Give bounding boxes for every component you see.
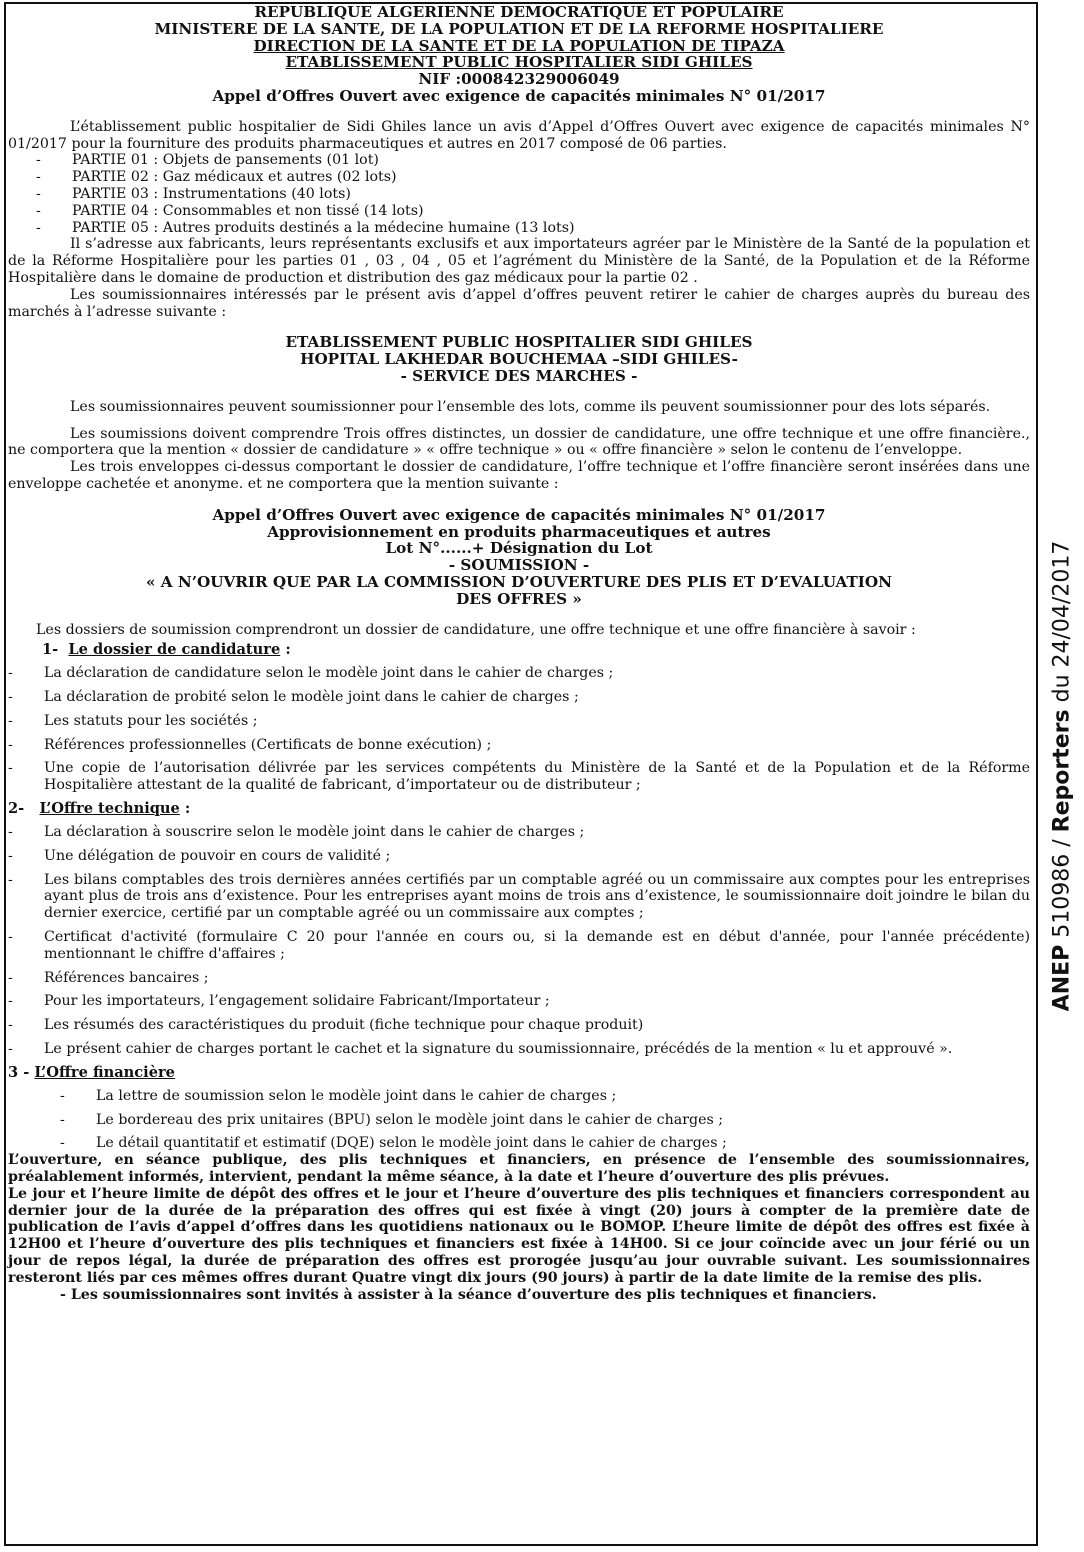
list-item: - Pour les importateurs, l’engagement solidaire Fabricant/Importateur ; (8, 993, 550, 1010)
publication-reference: ANEP 510986 / Reporters du 24/04/2017 (1049, 540, 1075, 1012)
list-item: - Une copie de l’autorisation délivrée par les services compétents du Ministère de la Santé et de la Population et de la Réforme Hospitalière attestant de la qualité de fabricant, d’importateur ou de distributeur ; (8, 760, 1030, 794)
withdraw-paragraph: Les soumissionnaires intéressés par le présent avis d’appel d’offres peuvent retirer le cahier de charges auprès du bureau des marchés à l’adresse suivante : (8, 286, 1030, 320)
list-item: - Une délégation de pouvoir en cours de validité ; (8, 847, 391, 864)
address-line: HOPITAL LAKHEDAR BOUCHEMAA –SIDI GHILES- (300, 350, 738, 369)
invitation-paragraph: - Les soumissionnaires sont invités à assister à la séance d’ouverture des plis techniques et financiers. (60, 1286, 877, 1303)
list-item: - Références bancaires ; (8, 969, 209, 986)
section-financiere-heading: 3 - L’Offre financière (8, 1063, 175, 1081)
list-item: - Les résumés des caractéristiques du produit (fiche technique pour chaque produit) (8, 1017, 644, 1034)
technique-list (8, 824, 1030, 1058)
establishment-heading: ETABLISSEMENT PUBLIC HOSPITALIER SIDI GHILES (285, 53, 753, 72)
addressees-paragraph: Il s’adresse aux fabricants, leurs représentants exclusifs et aux importateurs agréer par le Ministère de la Santé de la population et de la Réforme Hospitalière pour les parties 01 , 03 , 04 , 05 et l’agrément du Ministère de la Santé, de la Population et de la Réforme Hospitalière dans le domaine de production et distribution des gaz médicaux pour la partie 02 . (8, 236, 1030, 286)
list-item: - Références professionnelles (Certificats de bonne exécution) ; (8, 736, 492, 753)
list-item: - Le détail quantitatif et estimatif (DQE) selon le modèle joint dans le cahier de charges ; (60, 1135, 727, 1152)
list-item: - Le bordereau des prix unitaires (BPU) selon le modèle joint dans le cahier de charges ; (60, 1111, 724, 1128)
opening-paragraph: L’ouverture, en séance publique, des plis techniques et financiers, en présence de l’ensemble des soumissionnaires, préalablement informés, intervient, pendant la même séance, à la date et l’heure d’ouverture des plis prévues. (8, 1152, 1030, 1186)
notice-title: Appel d’Offres Ouvert avec exigence de capacités minimales N° 01/2017 (212, 86, 826, 105)
nif: NIF :000842329006049 (418, 70, 620, 89)
lots-paragraph: Les soumissionnaires peuvent soumissionner pour l’ensemble des lots, comme ils peuvent soumissionner pour des lots séparés. (70, 398, 991, 415)
list-item: - Les bilans comptables des trois dernières années certifiés par un comptable agréé ou un commissaire aux comptes pour les entreprises ayant plus de trois ans d’existence. Pour les entreprises ayant moins de trois ans d’existence, le soumissionnaire doit joindre le bilan du dernier exercice, certifié par un comptable agréé ou un commissaire aux comptes ; (8, 871, 1030, 922)
tender-notice (8, 4, 1030, 1303)
list-item: - La lettre de soumission selon le modèle joint dans le cahier de charges ; (60, 1087, 617, 1104)
intro-paragraph: L’établissement public hospitalier de Sidi Ghiles lance un avis d’Appel d’Offres Ouvert avec exigence de capacités minimales N° 01/2017 pour la fourniture des produits pharmaceutiques et autres en 2017 composé de 06 parties. (8, 118, 1030, 152)
ministry-heading: MINISTERE DE LA SANTE, DE LA POPULATION ET DE LA REFORME HOSPITALIERE (154, 19, 884, 38)
mention-line: Lot N°......+ Désignation du Lot (385, 539, 653, 558)
direction-heading: DIRECTION DE LA SANTE ET DE LA POPULATION DE TIPAZA (253, 36, 785, 55)
mention-line: Appel d’Offres Ouvert avec exigence de capacités minimales N° 01/2017 (212, 505, 826, 524)
list-item: - La déclaration à souscrire selon le modèle joint dans le cahier de charges ; (8, 824, 585, 841)
deadline-paragraph: Le jour et l’heure limite de dépôt des offres et le jour et l’heure d’ouverture des plis techniques et financiers correspondent au dernier jour de la durée de la préparation des offres qui est fixée à vingt (20) jours à compter de la première date de publication de l’avis d’appel d’offres dans les quotidiens nationaux ou le BOMOP. L’heure limite de dépôt des offres est fixée à 12H00 et l’heure d’ouverture des plis techniques et financiers est fixée à 14H00. Si ce jour coïncide avec un jour férié ou un jour de repos légal, la durée de préparation des offres est prorogée jusqu’au jour ouvrable suivant. Les soumissionnaires resteront liés par ces mêmes offres durant Quatre vingt dix jours (90 jours) à partir de la date limite de la remise des plis. (8, 1185, 1030, 1286)
list-item: - PARTIE 05 : Autres produits destinés a la médecine humaine (13 lots) (36, 219, 575, 236)
republic-heading: REPUBLIQUE ALGERIENNE DEMOCRATIQUE ET POPULAIRE (254, 3, 784, 21)
candidature-list (8, 665, 1030, 794)
list-item: - PARTIE 02 : Gaz médicaux et autres (02 lots) (36, 169, 397, 186)
list-item: - La déclaration de probité selon le modèle joint dans le cahier de charges ; (8, 689, 579, 706)
financiere-list (8, 1088, 1030, 1152)
list-item: - PARTIE 01 : Objets de pansements (01 lot) (36, 152, 379, 169)
mention-line: Approvisionnement en produits pharmaceutiques et autres (267, 522, 771, 541)
list-item: - Les statuts pour les sociétés ; (8, 712, 258, 729)
list-item: - PARTIE 03 : Instrumentations (40 lots) (36, 185, 351, 202)
parties-list (8, 152, 1030, 236)
section-candidature-heading: 1- Le dossier de candidature : (42, 641, 291, 659)
list-item: - Certificat d'activité (formulaire C 20 pour l'année en cours ou, si la demande est en début d'année, pour l'année précédente) mentionnant le chiffre d'affaires ; (8, 929, 1030, 962)
offers-paragraph: Les soumissions doivent comprendre Trois offres distinctes, un dossier de candidature, une offre technique et une offre financière., ne comportera que la mention « dossier de candidature » « offre technique » ou « offre financière » selon le contenu de l’enveloppe. (8, 425, 1030, 459)
list-item: - PARTIE 04 : Consommables et non tissé (14 lots) (36, 202, 424, 219)
mention-line: « A N’OUVRIR QUE PAR LA COMMISSION D’OUVERTURE DES PLIS ET D’EVALUATION (146, 572, 892, 591)
mention-line: DES OFFRES » (456, 589, 582, 608)
address-line: - SERVICE DES MARCHES - (400, 366, 638, 385)
list-item: - Le présent cahier de charges portant le cachet et la signature du soumissionnaire, précédés de la mention « lu et approuvé ». (8, 1041, 953, 1058)
list-item: - La déclaration de candidature selon le modèle joint dans le cahier de charges ; (8, 665, 614, 682)
envelopes-paragraph: Les trois enveloppes ci-dessus comportant le dossier de candidature, l’offre technique et l’offre financière seront insérées dans une enveloppe cachetée et anonyme. et ne comportera que la mention suivante : (8, 459, 1030, 492)
section-technique-heading: 2- L’Offre technique : (8, 800, 191, 818)
mention-line: - SOUMISSION - (448, 556, 590, 575)
dossiers-paragraph: Les dossiers de soumission comprendront un dossier de candidature, une offre technique et une offre financière à savoir : (36, 621, 916, 638)
address-line: ETABLISSEMENT PUBLIC HOSPITALIER SIDI GHILES (285, 333, 753, 352)
